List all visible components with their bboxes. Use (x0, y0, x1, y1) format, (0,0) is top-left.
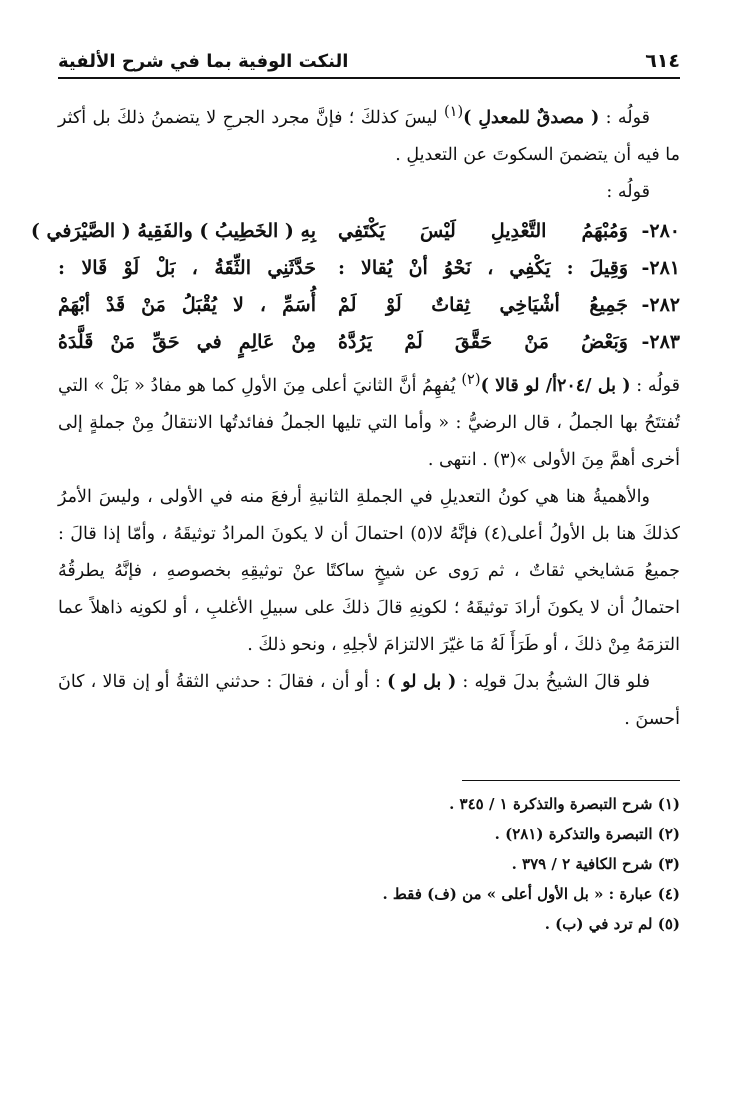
verse-hemistich-2: أُسَمِّ ، لا يُقْبَلُ مَنْ قَدْ أبْهَمْ (58, 293, 316, 316)
verse-hemistich-2: حَدَّثَنِي الثِّقَةُ ، بَلْ لَوْ قَالا : (58, 256, 316, 279)
verse-280 (30, 213, 680, 250)
footnote-ref-2: (٢) (461, 370, 481, 388)
verse-hemistich-1: جَمِيعُ أشْيَاخِي ثِقاتٌ لَوْ لَمْ (338, 293, 628, 316)
footnotes (58, 789, 680, 939)
verse-number: ٢٨٢- (641, 293, 680, 316)
para2-intro: قولُه : (630, 375, 680, 396)
main-text (30, 93, 680, 738)
para4-rest: : أو أن ، فقالَ : حدثني الثقةُ أو إن قالا ، كانَ أحسنَ . (58, 671, 680, 729)
paragraph-2 (58, 361, 680, 479)
footnote-3: (٣) شرح الكافية ٢ / ٣٧٩ . (511, 854, 680, 873)
para2-rest: يُفهِمُ أنَّ الثانيَ أعلى مِنَ الأولِ كما هو مفادُ « بَلْ » التي تُفتتَحُ بها الجملُ ، قال الرضيُّ : « وأما التي تليها الجملُ ففائدتُها الانتقالُ مِنْ جملةٍ إلى أخرى أهمَّ مِنَ الأولى »(٣) . انتهى . (58, 375, 680, 470)
para4-quote: ( بل لو ) (387, 671, 457, 692)
book-title: النكت الوفية بما في شرح الألفية (58, 51, 349, 72)
verse-283 (58, 324, 680, 361)
paragraph-3: والأهميةُ هنا هي كونُ التعديلِ في الجملةِ الثانيةِ أرفعَ منه في الأولى ، وليسَ الأمرُ كذلكَ هنا بل الأولُ أعلى(٤) فإنَّهُ لا(٥) احتمالَ أن لا يكونَ المرادُ توثيقَهُ ، وأمّا إذا قالَ : جميعُ مَشايخي ثقاتٌ ، ثم رَوى عن شيخٍ ساكتًا عنْ توثيقِهِ بخصوصهِ ، فإنَّهُ يطرقُهُ احتمالُ أن لا يكونَ أرادَ توثيقَهُ ؛ لكونِهِ قالَ ذلكَ على سبيلِ الأغلبِ ، أو لكونِه ذاهلاً عما التزمَهُ مِنْ ذلكَ ، أو طَرَأَ لَهُ مَا غيّرَ الالتزامَ لأجلِهِ ، ونحو ذلكَ . (58, 486, 680, 655)
poem-block (30, 213, 680, 361)
verse-number: ٢٨١- (641, 256, 680, 279)
verse-282 (58, 287, 680, 324)
paragraph-4 (58, 664, 680, 738)
verse-number: ٢٨٣- (641, 330, 680, 353)
footnote-2: (٢) التبصرة والتذكرة (٢٨١) . (494, 824, 680, 843)
verse-hemistich-1: وَقِيلَ : يَكْفِي ، نَحْوُ أنْ يُقالا : (338, 256, 628, 279)
verse-hemistich-1: وَمُبْهَمُ التَّعْدِيلِ لَيْسَ يَكْتَفِي (338, 219, 628, 242)
para4-intro: فلو قالَ الشيخُ بدلَ قولِه : (456, 671, 650, 692)
verse-hemistich-2: بِهِ ( الخَطِيبُ ) والفَقِيهُ ( الصَّيْرَفي ) (30, 219, 316, 242)
verse-hemistich-1: وَبَعْضُ مَنْ حَقَّقَ لَمْ يَرُدَّهُ (338, 330, 628, 353)
footnote-1: (١) شرح التبصرة والتذكرة ١ / ٣٤٥ . (449, 794, 680, 813)
book-page (30, 50, 680, 939)
paragraph-1 (58, 93, 680, 174)
para1-intro: قولُه : (599, 107, 650, 128)
running-header (58, 50, 680, 79)
verse-281 (58, 250, 680, 287)
para1-quote: ( مصدقٌ للمعدلِ ) (463, 107, 600, 128)
footnote-ref-1: (١) (443, 103, 464, 120)
page-number: ٦١٤ (645, 50, 680, 72)
verse-number: ٢٨٠- (641, 219, 680, 242)
para1-rest: ليسَ كذلكَ ؛ فإنَّ مجرد الجرحِ لا يتضمنُ ذلكَ بل أكثر ما فيه أن يتضمنَ السكوتَ عن التعديلِ . (58, 107, 680, 165)
para2-quote: ( بل /٢٠٤أ/ لو قالا ) (480, 375, 631, 396)
footnote-5: (٥) لم ترد في (ب) . (544, 914, 680, 933)
footnote-divider (462, 780, 680, 781)
verse-hemistich-2: مِنْ عَالِمٍ في حَقِّ مَنْ قَلَّدَهُ (58, 330, 316, 353)
qawluh-label: قولُه : (606, 181, 650, 202)
footnote-4: (٤) عبارة : « بل الأول أعلى » من (ف) فقط . (382, 884, 680, 903)
